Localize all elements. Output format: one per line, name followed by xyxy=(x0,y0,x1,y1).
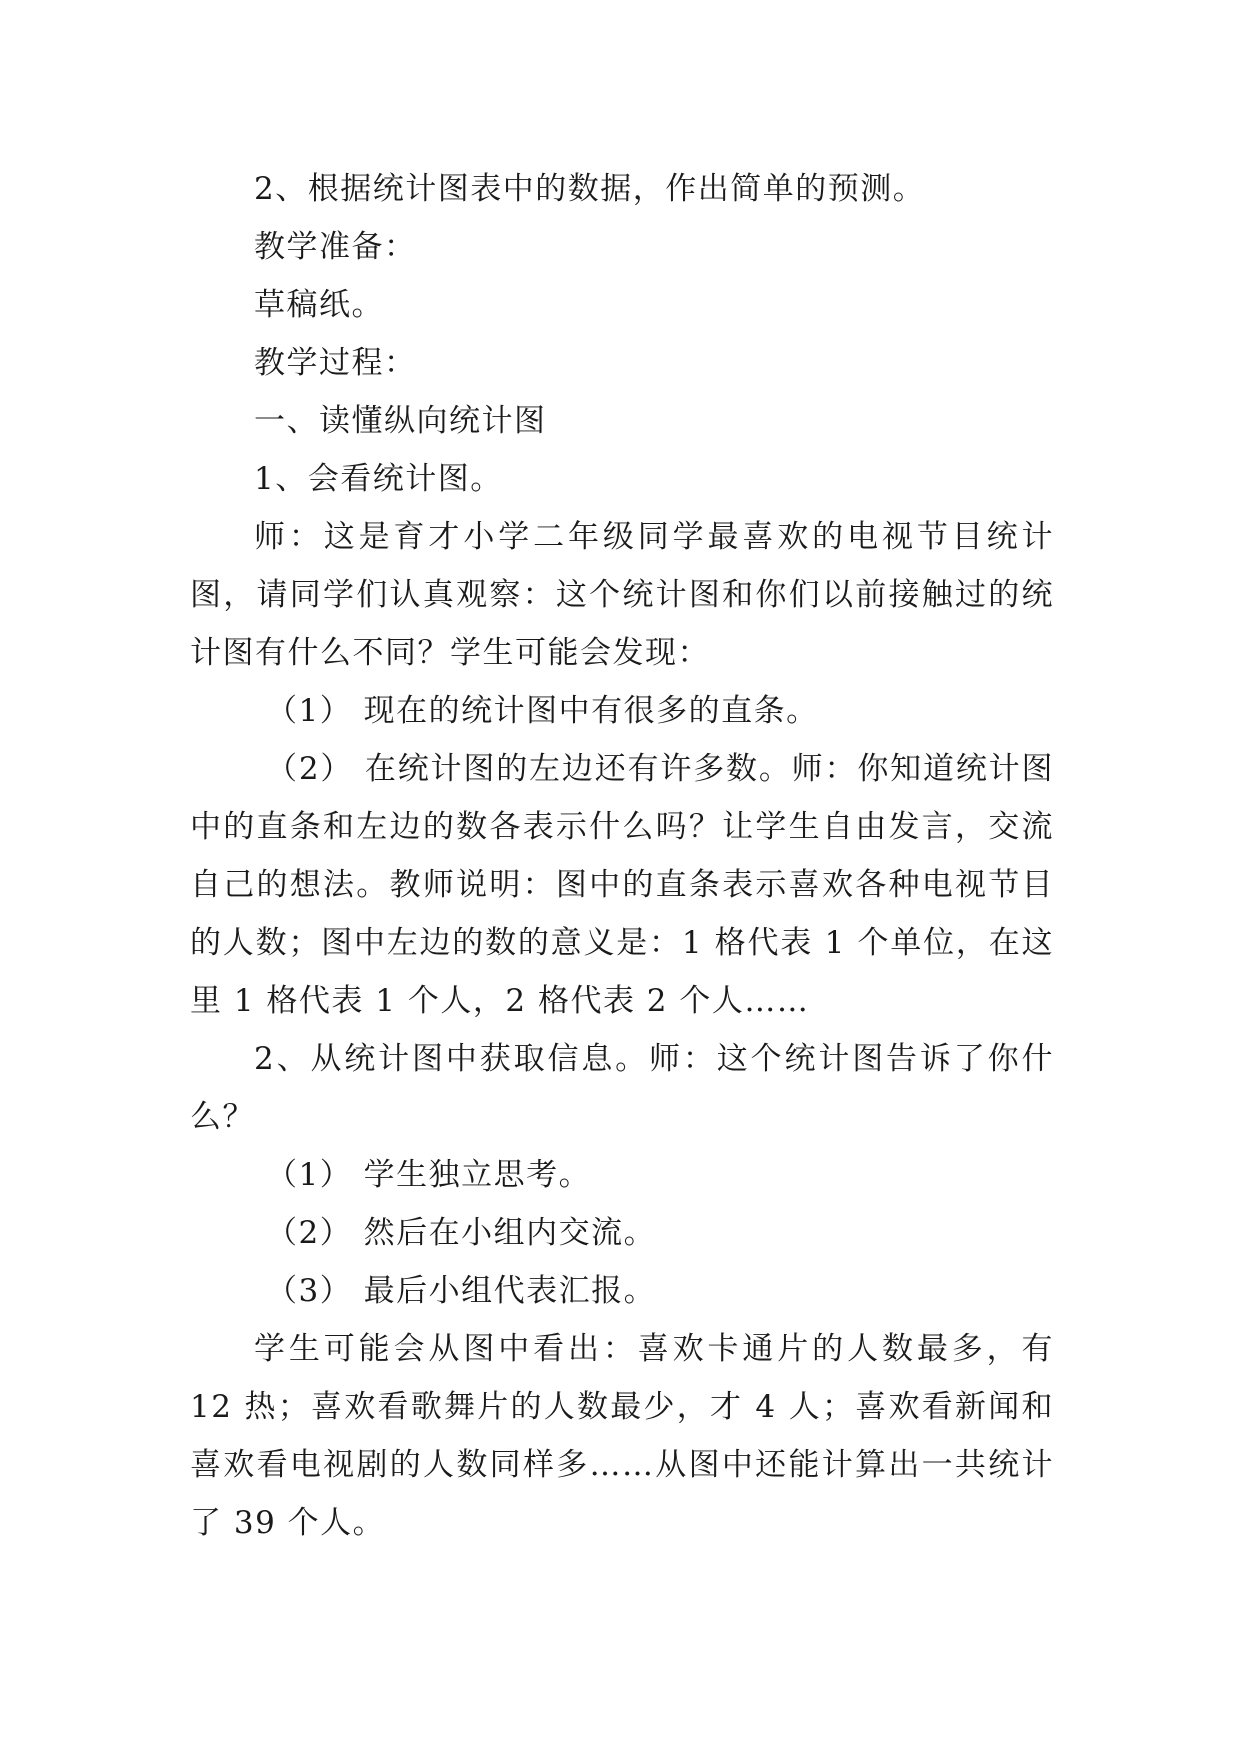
paragraph-materials: 草稿纸。 xyxy=(254,287,384,323)
list-item-step-2: （2） 然后在小组内交流。 xyxy=(266,1215,657,1251)
list-item-observation-1: （1） 现在的统计图中有很多的直条。 xyxy=(266,693,819,729)
subsection-heading-2: 2、从统计图中获取信息。师：这个统计图告诉了你什么？ xyxy=(190,1041,1054,1135)
paragraph-teacher-intro: 师：这是育才小学二年级同学最喜欢的电视节目统计图，请同学们认真观察：这个统计图和你们以前接触过的统计图有什么不同？学生可能会发现： xyxy=(190,519,1054,671)
heading-teaching-preparation: 教学准备： xyxy=(254,229,417,265)
paragraph-goal-2: 2、根据统计图表中的数据，作出简单的预测。 xyxy=(254,171,926,207)
paragraph-student-findings: 学生可能会从图中看出：喜欢卡通片的人数最多，有 12 热；喜欢看歌舞片的人数最少，才 4 人；喜欢看新闻和喜欢看电视剧的人数同样多……从图中还能计算出一共统计了 39 个人。 xyxy=(190,1331,1054,1541)
document-body xyxy=(190,160,1054,1552)
list-item-step-3: （3） 最后小组代表汇报。 xyxy=(266,1273,657,1309)
subsection-heading-1: 1、会看统计图。 xyxy=(254,461,503,497)
section-heading-1: 一、读懂纵向统计图 xyxy=(254,403,547,439)
heading-teaching-process: 教学过程： xyxy=(254,345,417,381)
list-item-step-1: （1） 学生独立思考。 xyxy=(266,1157,592,1193)
list-item-observation-2: （2） 在统计图的左边还有许多数。师：你知道统计图中的直条和左边的数各表示什么吗？让学生自由发言，交流自己的想法。教师说明：图中的直条表示喜欢各种电视节目的人数；图中左边的数的意义是：1 格代表 1 个单位，在这里 1 格代表 1 个人，2 格代表 2 个人…… xyxy=(190,751,1054,1019)
